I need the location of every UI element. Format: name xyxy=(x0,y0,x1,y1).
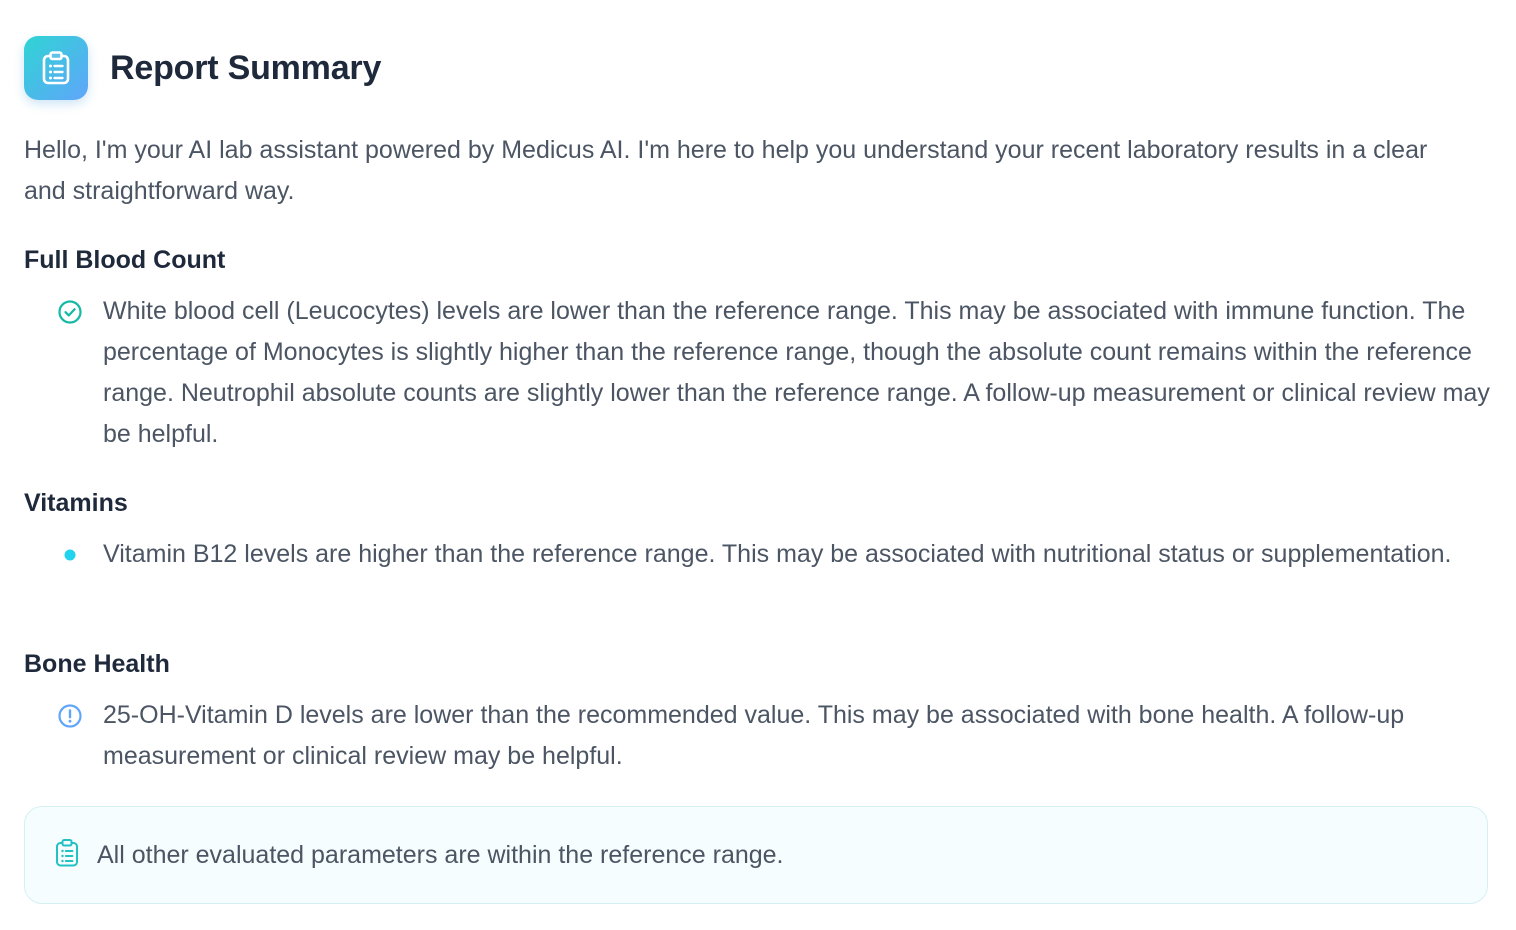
alert-circle-icon xyxy=(56,695,84,736)
intro-text: Hello, I'm your AI lab assistant powered by Medicus AI. I'm here to help you understand your recent laboratory results in a clear and straightforward way. xyxy=(24,136,1428,205)
list-item-full-blood-count xyxy=(56,291,1496,455)
clipboard-list-icon xyxy=(41,51,71,85)
bullet-dot-icon xyxy=(56,534,84,575)
clipboard-list-icon xyxy=(55,839,79,872)
section-title-vitamins: Vitamins xyxy=(24,489,128,517)
report-badge xyxy=(24,36,88,100)
check-circle-icon xyxy=(56,291,84,332)
report-header xyxy=(24,36,381,100)
list-item-vitamins xyxy=(56,534,1496,575)
item-text: White blood cell (Leucocytes) levels are lower than the reference range. This may be associated with immune function. The percentage of Monocytes is slightly higher than the reference range, though the absolute count remains within the reference range. Neutrophil absolute counts are slightly lower than the reference range. A follow-up measurement or clinical review may be helpful. xyxy=(103,297,1490,448)
item-text: Vitamin B12 levels are higher than the reference range. This may be associated with nutritional status or supplementation. xyxy=(103,540,1452,568)
section-title-full-blood-count: Full Blood Count xyxy=(24,246,226,274)
summary-note xyxy=(24,806,1488,904)
page-title: Report Summary xyxy=(110,48,382,87)
list-item-bone-health xyxy=(56,695,1496,777)
note-text: All other evaluated parameters are within the reference range. xyxy=(97,840,784,869)
section-title-bone-health: Bone Health xyxy=(24,650,170,678)
item-text: 25-OH-Vitamin D levels are lower than the recommended value. This may be associated with bone health. A follow-up measurement or clinical review may be helpful. xyxy=(103,701,1405,770)
